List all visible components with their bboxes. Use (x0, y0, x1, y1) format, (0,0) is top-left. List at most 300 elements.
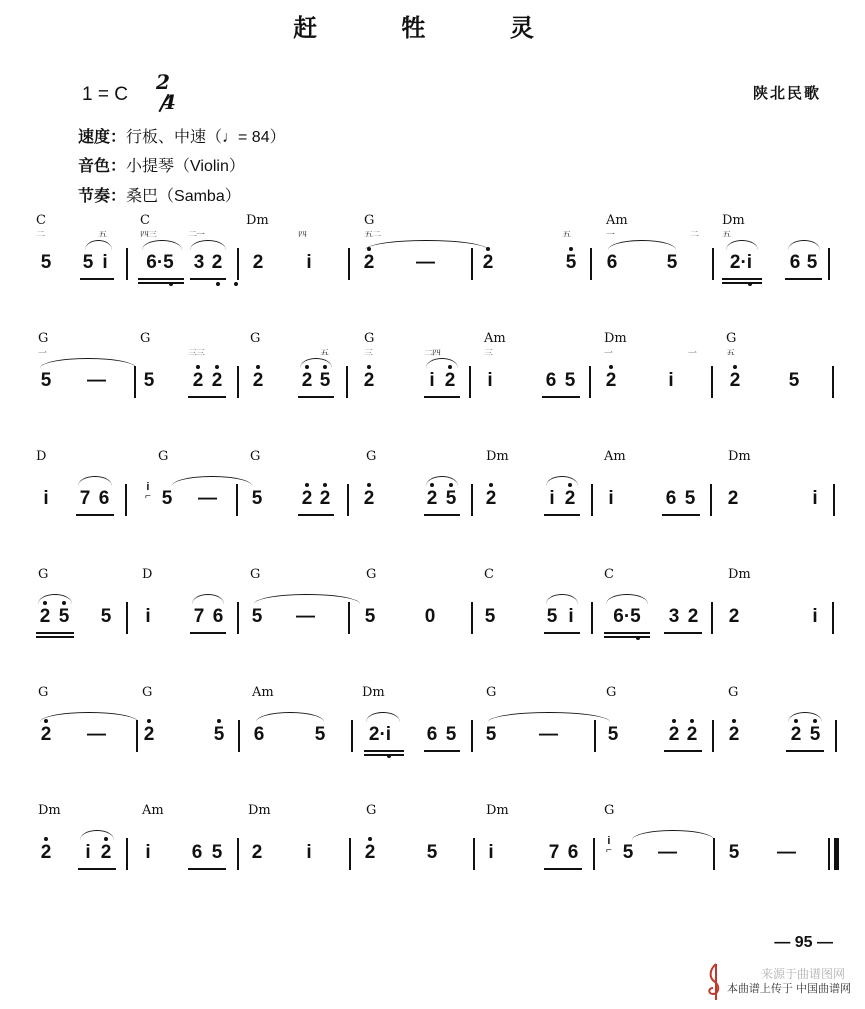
note (482, 724, 500, 746)
duration-underline (544, 868, 582, 870)
note-digit: 3 (668, 606, 680, 627)
meta-value: 桑巴（Samba） (126, 188, 241, 205)
note-digit: i (487, 370, 493, 391)
duration-underline (662, 514, 700, 516)
barline (471, 484, 473, 516)
note-digit: 2 (790, 724, 802, 745)
note (725, 842, 743, 864)
note-digit: 6·5 (146, 252, 174, 273)
note-digit: 2 (485, 488, 497, 509)
chord-symbol: G (606, 685, 617, 700)
duration-underline (36, 632, 74, 634)
note (190, 606, 208, 628)
note-digit: 5 (622, 842, 634, 863)
bass-figure: 一 (606, 230, 615, 238)
octave-dot (367, 247, 371, 251)
octave-dot (486, 247, 490, 251)
note (543, 606, 561, 628)
note (479, 252, 497, 274)
note (662, 488, 680, 510)
grace-note (145, 482, 151, 502)
note (361, 842, 379, 864)
meta-rhythm (78, 183, 241, 206)
barline (712, 248, 714, 280)
chord-symbol: G (38, 567, 49, 582)
slur-arc (608, 240, 676, 250)
note-digit: 5 (40, 252, 52, 273)
note-digit: 2 (564, 488, 576, 509)
chord-symbol: Am (604, 449, 626, 464)
barline (236, 484, 238, 516)
duration-underline (78, 868, 116, 870)
note-digit: 5 (809, 724, 821, 745)
chord-symbol: Dm (728, 449, 751, 464)
chord-symbol: Dm (604, 331, 627, 346)
meter-top: 2 (156, 70, 170, 94)
note-digit: 5 (58, 606, 70, 627)
note (421, 606, 439, 628)
chord-symbol: G (364, 213, 375, 228)
slur-arc (788, 240, 820, 250)
barline (237, 248, 239, 280)
note (316, 488, 334, 510)
note-digit: i (668, 370, 674, 391)
barline (237, 602, 239, 634)
barline (346, 366, 348, 398)
note-digit: i (43, 488, 49, 509)
note (423, 370, 441, 392)
duration-underline (664, 632, 702, 634)
note (140, 724, 158, 746)
note (361, 606, 379, 628)
barline (591, 602, 593, 634)
chord-symbol: Dm (248, 803, 271, 818)
chord-symbol: G (38, 685, 49, 700)
barline (126, 602, 128, 634)
duration-underline (188, 868, 226, 870)
chord-symbol: G (728, 685, 739, 700)
note (139, 606, 157, 628)
note (208, 842, 226, 864)
barline (469, 366, 471, 398)
note (684, 606, 702, 628)
note-digit: 2 (39, 606, 51, 627)
octave-dot (323, 483, 327, 487)
octave-dot (569, 247, 573, 251)
note (442, 724, 460, 746)
note-digit: 5 (565, 252, 577, 273)
note-digit: 2 (211, 252, 223, 273)
note-digit: 6 (191, 842, 203, 863)
slur-arc (488, 712, 610, 722)
note (55, 606, 73, 628)
note-digit: i (812, 488, 818, 509)
note-digit: 2 (143, 724, 155, 745)
note (97, 606, 115, 628)
slur-arc (726, 240, 758, 250)
note (665, 724, 683, 746)
barline (713, 838, 715, 870)
note-digit: 6·5 (613, 606, 641, 627)
octave-dot (733, 365, 737, 369)
grace-note-digit: i (607, 835, 611, 847)
chord-symbol: C (484, 567, 494, 582)
note-digit: i (145, 842, 151, 863)
chord-symbol: Dm (38, 803, 61, 818)
barline (471, 720, 473, 752)
page-number: — 95 — (774, 934, 833, 951)
barline (711, 366, 713, 398)
note-digit: i (812, 606, 818, 627)
chord-symbol: G (366, 567, 377, 582)
barline (238, 720, 240, 752)
note-dash (658, 842, 676, 864)
duration-underline (604, 636, 650, 638)
chord-symbol: G (250, 567, 261, 582)
grace-note (606, 836, 612, 856)
note (665, 606, 683, 628)
note (37, 488, 55, 510)
note (564, 842, 582, 864)
note-digit: 5 (445, 724, 457, 745)
note (561, 370, 579, 392)
note-digit: 2 (363, 488, 375, 509)
octave-dot (732, 719, 736, 723)
duration-underline (722, 282, 762, 284)
note (441, 370, 459, 392)
octave-dot (690, 719, 694, 723)
duration-underline (364, 754, 404, 756)
chord-symbol: G (726, 331, 737, 346)
note (725, 606, 743, 628)
note-digit: 5 (100, 606, 112, 627)
slur-arc (256, 712, 324, 722)
note-dash (87, 724, 105, 746)
note (188, 842, 206, 864)
note (562, 252, 580, 274)
octave-dot (62, 601, 66, 605)
note (482, 842, 500, 864)
octave-dot (448, 365, 452, 369)
note-digit: i (306, 842, 312, 863)
note-digit: 5 (806, 252, 818, 273)
octave-dot (104, 837, 108, 841)
bass-figure: 四三 (140, 230, 157, 238)
note (604, 724, 622, 746)
barline (590, 248, 592, 280)
grace-note-digit: i (146, 481, 150, 493)
slur-arc (365, 240, 488, 250)
slur-arc (192, 594, 224, 604)
octave-dot (368, 837, 372, 841)
duration-underline (364, 750, 404, 752)
duration-underline (190, 632, 226, 634)
note-digit: 5 (607, 724, 619, 745)
note-digit: 6 (665, 488, 677, 509)
note-digit: 5 (484, 606, 496, 627)
slur-arc (632, 830, 714, 840)
note (562, 606, 580, 628)
note (208, 370, 226, 392)
note-digit: 7 (79, 488, 91, 509)
chord-symbol: G (486, 685, 497, 700)
slur-arc (40, 358, 136, 368)
barline (347, 484, 349, 516)
chord-symbol: G (140, 331, 151, 346)
note-digit: — (777, 842, 796, 863)
note (542, 370, 560, 392)
chord-symbol: C (604, 567, 614, 582)
octave-dot (449, 483, 453, 487)
slur-arc (546, 476, 578, 486)
grace-note-hook: ⌐ (145, 491, 151, 502)
note-digit: 2 (211, 370, 223, 391)
barline (711, 602, 713, 634)
barline (349, 838, 351, 870)
slur-arc (40, 712, 138, 722)
note (248, 842, 266, 864)
note (37, 252, 55, 274)
octave-dot (794, 719, 798, 723)
duration-underline (298, 514, 334, 516)
duration-underline (424, 514, 460, 516)
meta-tempo (78, 124, 286, 147)
bass-figure: 五 (726, 348, 735, 356)
note (662, 370, 680, 392)
note-digit: 5 (161, 488, 173, 509)
bass-figure: 一 (688, 348, 697, 356)
bass-figure: 二 (690, 230, 699, 238)
meta-label: 音色： (78, 158, 127, 175)
note-digit: 2 (605, 370, 617, 391)
note-digit: 6 (253, 724, 265, 745)
note (602, 370, 620, 392)
duration-underline (424, 396, 460, 398)
note-digit: — (658, 842, 677, 863)
octave-dot (367, 483, 371, 487)
barline (710, 484, 712, 516)
barline (237, 366, 239, 398)
note (545, 842, 563, 864)
note-digit: 5 (564, 370, 576, 391)
note (96, 252, 114, 274)
note (249, 370, 267, 392)
barline (593, 838, 595, 870)
note (619, 842, 637, 864)
note-digit: 5 (82, 252, 94, 273)
octave-dot (217, 719, 221, 723)
note (189, 370, 207, 392)
note-digit: 7 (548, 842, 560, 863)
note-digit: 6 (426, 724, 438, 745)
barline (348, 248, 350, 280)
barline (835, 720, 837, 752)
score-title: 赶 牲 灵 (293, 13, 572, 42)
watermark: 来源于曲谱图网 (760, 967, 845, 981)
note-digit: 5 (211, 842, 223, 863)
note (76, 488, 94, 510)
duration-underline (604, 632, 650, 634)
note (726, 370, 744, 392)
duration-underline (722, 278, 762, 280)
note-digit: 5 (251, 488, 263, 509)
note-digit: 2 (192, 370, 204, 391)
chord-symbol: G (38, 331, 49, 346)
note (190, 252, 208, 274)
note (248, 606, 266, 628)
note-digit: 5 (143, 370, 155, 391)
note (785, 370, 803, 392)
note-digit: i (306, 252, 312, 273)
duration-underline (138, 278, 184, 280)
meta-value: 小提琴（Violin） (126, 158, 245, 175)
meta-timbre (78, 153, 245, 176)
octave-dot (43, 601, 47, 605)
time-signature (152, 72, 178, 116)
note-digit: 2 (363, 252, 375, 273)
barline (134, 366, 136, 398)
chord-symbol: Am (252, 685, 274, 700)
final-barline (834, 838, 839, 870)
note (683, 724, 701, 746)
slur-arc (546, 594, 578, 604)
note-dash (296, 606, 314, 628)
score-system (0, 678, 865, 796)
duration-underline (544, 514, 580, 516)
note-digit: 2 (727, 488, 739, 509)
note-digit: i (488, 842, 494, 863)
note (481, 606, 499, 628)
octave-dot (196, 365, 200, 369)
note (360, 370, 378, 392)
note-digit: 5 (788, 370, 800, 391)
note-digit: 2 (729, 370, 741, 391)
note (158, 488, 176, 510)
note-digit: 2 (301, 370, 313, 391)
duration-underline (188, 396, 226, 398)
octave-dot (44, 719, 48, 723)
note (298, 370, 316, 392)
octave-dot-low (234, 282, 238, 286)
treble-clef-icon (705, 962, 725, 1002)
chord-symbol: G (604, 803, 615, 818)
note (663, 252, 681, 274)
note (482, 488, 500, 510)
duration-underline (190, 278, 226, 280)
note (481, 370, 499, 392)
bass-figure: 三 (364, 348, 373, 356)
note-digit: 2 (426, 488, 438, 509)
barline (828, 838, 830, 870)
footer-credit: 本曲谱上传于 中国曲谱网 (726, 983, 851, 995)
barline (828, 248, 830, 280)
note (36, 606, 54, 628)
note-dash (416, 252, 434, 274)
note-digit: 2 (668, 724, 680, 745)
note-digit: — (198, 488, 217, 509)
duration-underline (36, 636, 74, 638)
note-digit: 5 (319, 370, 331, 391)
duration-underline (298, 396, 334, 398)
meta-value: 行板、中速（♩= 84） (126, 129, 286, 146)
chord-symbol: Am (142, 803, 164, 818)
chord-symbol: Dm (246, 213, 269, 228)
chord-symbol: Am (606, 213, 628, 228)
note (363, 724, 397, 746)
octave-dot (568, 483, 572, 487)
note-digit: 2 (482, 252, 494, 273)
octave-dot-low (216, 282, 220, 286)
note (250, 724, 268, 746)
note-digit: 2 (40, 842, 52, 863)
chord-symbol: C (140, 213, 150, 228)
note-digit: i (102, 252, 108, 273)
chord-symbol: Dm (722, 213, 745, 228)
note (602, 488, 620, 510)
note-digit: 2 (252, 370, 264, 391)
note-digit: 5 (666, 252, 678, 273)
barline (589, 366, 591, 398)
score-system (0, 324, 865, 442)
octave-dot (489, 483, 493, 487)
note (724, 488, 742, 510)
slur-arc (366, 712, 400, 722)
note (360, 488, 378, 510)
note-digit: i (549, 488, 555, 509)
slur-arc (142, 240, 182, 250)
slur-arc (172, 476, 252, 486)
note (79, 842, 97, 864)
meta-label: 节奏： (78, 188, 127, 205)
bass-figure: 五 (320, 348, 329, 356)
bass-figure: 二四 (424, 348, 441, 356)
barline (125, 484, 127, 516)
octave-dot (323, 365, 327, 369)
note-digit: 2 (251, 842, 263, 863)
note (786, 252, 804, 274)
barline (348, 602, 350, 634)
note-digit: 5 (445, 488, 457, 509)
barline (832, 602, 834, 634)
chord-symbol: G (142, 685, 153, 700)
key-signature: 1 = C (82, 84, 128, 105)
note-digit: i (608, 488, 614, 509)
note (442, 488, 460, 510)
note-dash (87, 370, 105, 392)
note-digit: 2 (728, 724, 740, 745)
octave-dot (305, 365, 309, 369)
barline (833, 484, 835, 516)
chord-symbol: G (158, 449, 169, 464)
note (725, 724, 743, 746)
note (803, 252, 821, 274)
note (561, 488, 579, 510)
song-origin: 陕北民歌 (752, 85, 821, 102)
note (97, 842, 115, 864)
bass-figure: 一 (38, 348, 47, 356)
slur-arc (78, 476, 112, 486)
note-digit: 2·i (368, 724, 392, 745)
note-digit: 0 (424, 606, 436, 627)
note (311, 724, 329, 746)
octave-dot (367, 365, 371, 369)
note-digit: — (416, 252, 435, 273)
note (37, 370, 55, 392)
note-digit: 6 (212, 606, 224, 627)
bass-figure: 三 (484, 348, 493, 356)
note-digit: i (429, 370, 435, 391)
barline (237, 838, 239, 870)
